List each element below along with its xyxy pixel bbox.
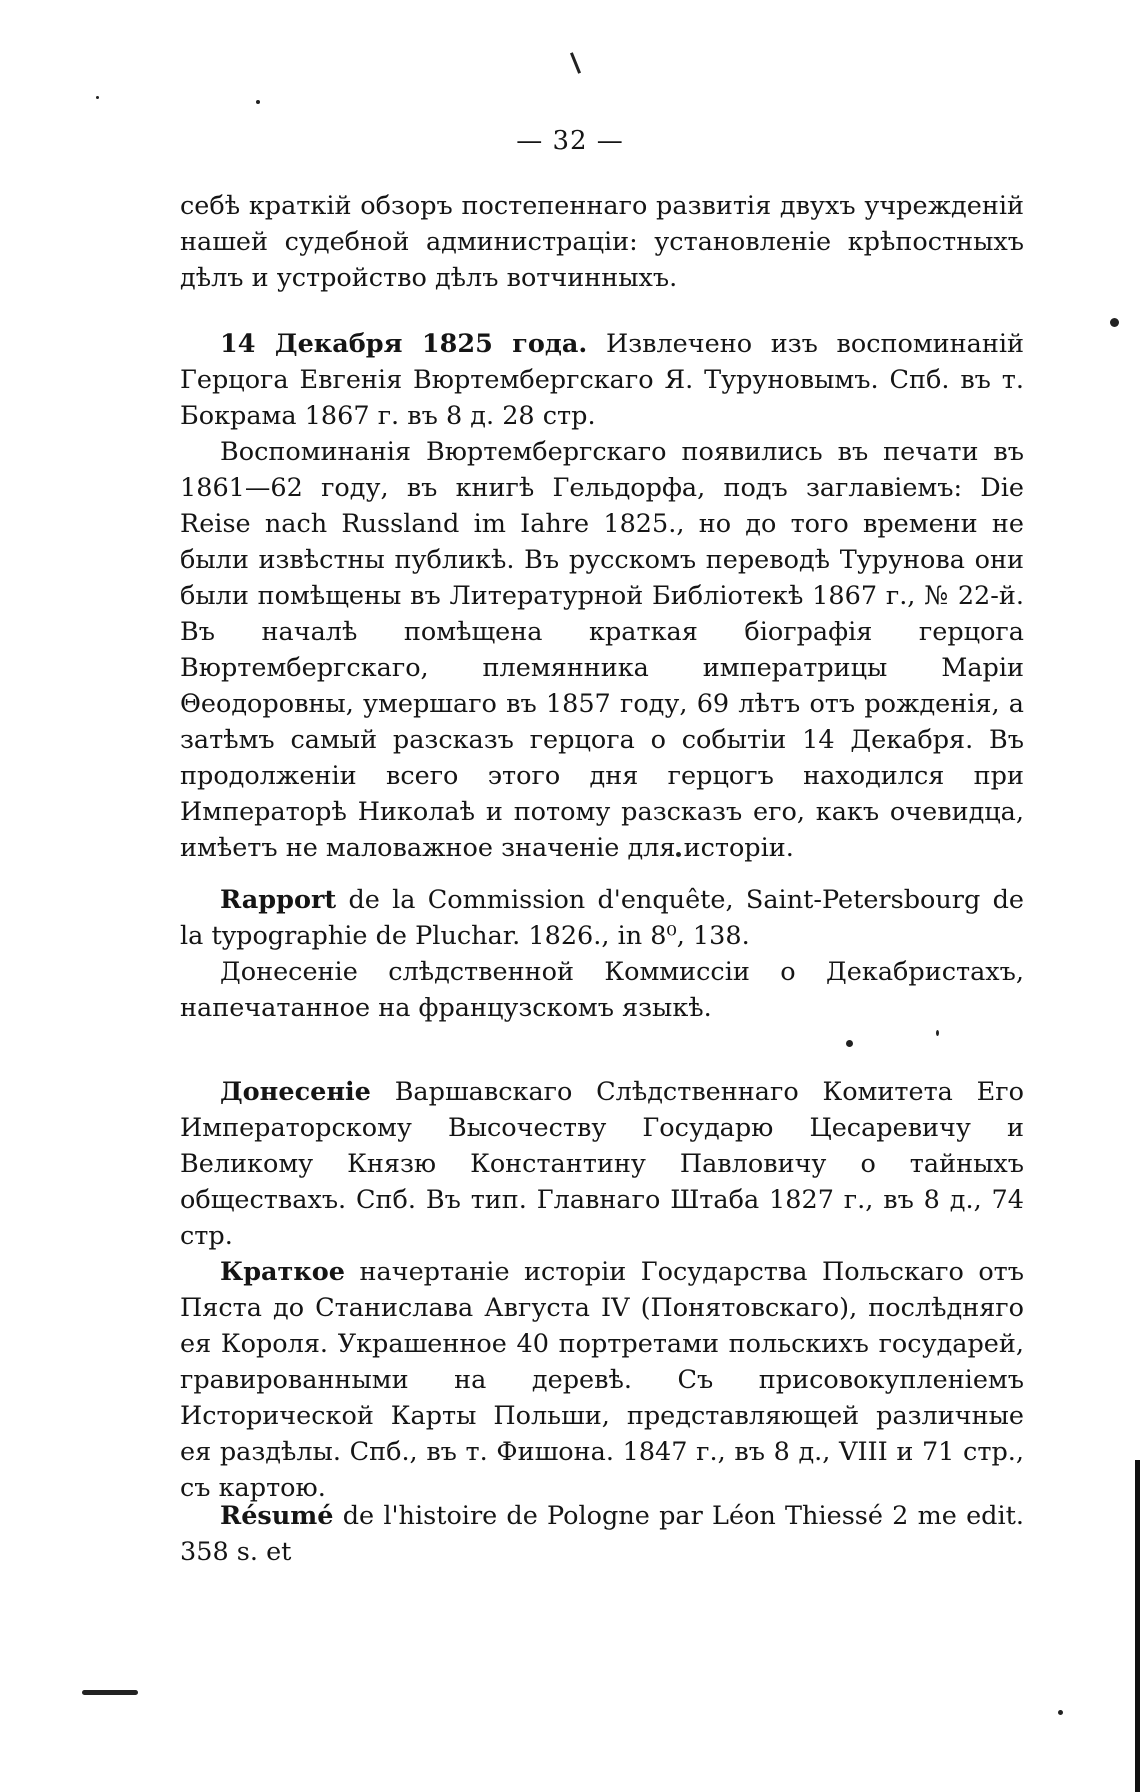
entry-rapport: [180, 882, 1024, 1026]
page-number: — 32 —: [516, 126, 624, 156]
entry-kratkoe-citation: начертаніе исторіи Государства Польскаго отъ Пяста до Станислава Августа IV (Понятовскаго), послѣдняго ея Короля. Украшенное 40 портретами польскихъ государей, гравированными на деревѣ. Съ присовокупленіемъ Исторической Карты Польши, представляющей различные ея раздѣлы. Спб., въ т. Фишона. 1847 г., въ 8 д., VIII и 71 стр., съ картою.: [180, 1257, 1024, 1503]
entry-donesenie-heading: [180, 1074, 1024, 1254]
paper-speck: [1110, 318, 1119, 327]
paper-speck: [256, 100, 260, 104]
entry-resume: [180, 1498, 1024, 1570]
paper-speck: [846, 1040, 853, 1047]
entry-resume-citation: de l'histoire de Pologne par Léon Thiessé 2 me edit. 358 s. et: [180, 1501, 1024, 1567]
entry-resume-heading: [180, 1498, 1024, 1570]
print-mark: [570, 52, 581, 74]
paper-speck: [936, 1030, 939, 1036]
entry-1825-body: Воспоминанія Вюртембергскаго появились въ печати въ 1861—62 году, въ книгѣ Гельдорфа, подъ заглавіемъ: Die Reise nach Russland im Iahre 1825., но до того времени не были извѣстны публикѣ. Въ русскомъ переводѣ Турунова они были помѣщены въ Литературной Библіотекѣ 1867 г., № 22-й. Въ началѣ помѣщена краткая біографія герцога Вюртембергскаго, племянника императрицы Маріи Θеодоровны, умершаго въ 1857 году, 69 лѣтъ отъ рожденія, а затѣмъ самый разсказъ герцога о событіи 14 Декабря. Въ продолженіи всего этого дня герцогъ находился при Императорѣ Николаѣ и потому разсказъ его, какъ очевидца, имѣетъ не маловажное значеніе для исторіи.: [180, 437, 1024, 863]
entry-donesenie-citation: Варшавскаго Слѣдственнаго Комитета Его Императорскому Высочеству Государю Цесаревичу и Великому Князю Константину Павловичу о тайныхъ обществахъ. Спб. Въ тип. Главнаго Штаба 1827 г., въ 8 д., 74 стр.: [180, 1077, 1024, 1251]
entry-rapport-heading: [180, 882, 1024, 954]
print-dash: [82, 1690, 138, 1695]
entry-kratkoe-heading: [180, 1254, 1024, 1506]
paper-speck: [1058, 1710, 1063, 1715]
page-edge: [1135, 1460, 1140, 1792]
intro-paragraph: [180, 188, 1024, 296]
entry-donesenie-title: Донесеніе: [220, 1077, 371, 1107]
entry-rapport-title: Rapport: [220, 885, 337, 915]
entry-resume-title: Résumé: [220, 1501, 334, 1531]
paper-speck: [96, 96, 99, 99]
entry-rapport-body: Донесеніе слѣдственной Коммиссіи о Декабристахъ, напечатанное на французскомъ языкѣ.: [180, 957, 1024, 1023]
intro-text: себѣ краткій обзоръ постепеннаго развитія двухъ учрежденій нашей судебной администраціи: установленіе крѣпостныхъ дѣлъ и устройство дѣлъ вотчинныхъ.: [180, 191, 1024, 293]
entry-donesenie: [180, 1074, 1024, 1254]
entry-1825-citation: Извлечено изъ воспоминаній Герцога Евгенія Вюртембергскаго Я. Туруновымъ. Спб. въ т. Бокрама 1867 г. въ 8 д. 28 стр.: [180, 329, 1024, 431]
entry-kratkoe-title: Краткое: [220, 1257, 345, 1287]
entry-1825-title: 14 Декабря 1825 года.: [220, 329, 588, 359]
entry-kratkoe: [180, 1254, 1024, 1506]
entry-1825-heading: [180, 326, 1024, 434]
entry-rapport-citation: de la Commission d'enquête, Saint-Petersbourg de la typographie de Pluchar. 1826., in 8⁰, 138.: [180, 885, 1024, 951]
entry-1825: [180, 326, 1024, 866]
